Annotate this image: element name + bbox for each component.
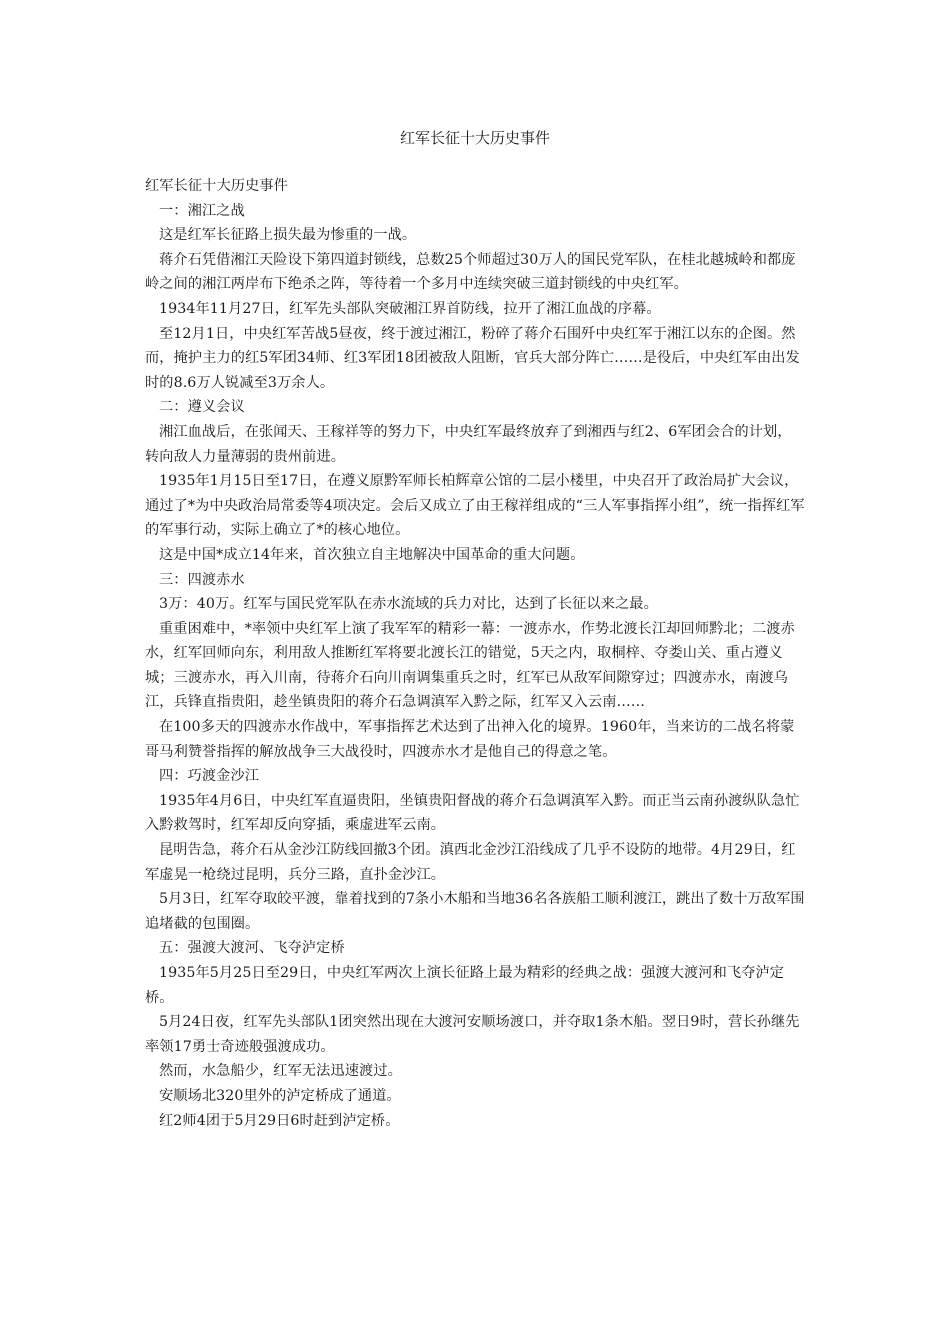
- paragraph: 重重困难中，*率领中央红军上演了我军军的精彩一幕：一渡赤水，作势北渡长江却回师黔北；二渡赤水，红军回师向东，利用敌人推断红军将要北渡长江的错觉，5天之内，取桐梓、夺娄山关、重占遵义城；三渡赤水，再入川南，待蒋介石向川南调集重兵之时，红军已从敌军间隙穿过；四渡赤水，南渡乌江，兵锋直指贵阳，趁坐镇贵阳的蒋介石急调滇军入黔之际，红军又入云南……: [145, 620, 795, 711]
- document-body: [145, 174, 805, 1133]
- paragraph: 1935年4月6日，中央红军直逼贵阳，坐镇贵阳督战的蒋介石急调滇军入黔。而正当云南孙渡纵队急忙入黔救驾时，红军却反向穿插，乘虚进军云南。: [145, 792, 800, 834]
- paragraph: 5月3日，红军夺取皎平渡，靠着找到的7条小木船和当地36名各族船工顺利渡江，跳出了数十万敌军围追堵截的包围圈。: [145, 891, 805, 932]
- paragraph: 至12月1日，中央红军苦战5昼夜，终于渡过湘江，粉碎了蒋介石围歼中央红军于湘江以东的企图。然而，掩护主力的红5军团34师、红3军团18团被敌人阻断，官兵大部分阵亡……是役后，中央红军由出发时的8.6万人锐减至3万余人。: [145, 325, 800, 391]
- paragraph: 湘江血战后，在张闻天、王稼祥等的努力下，中央红军最终放弃了到湘西与红2、6军团会合的计划，转向敌人力量薄弱的贵州前进。: [145, 423, 792, 465]
- paragraph: 二：遵义会议: [159, 399, 245, 416]
- paragraph: 五：强渡大渡河、飞夺泸定桥: [159, 940, 345, 957]
- paragraph: 红2师4团于5月29日6时赶到泸定桥。: [159, 1112, 400, 1129]
- paragraph: 然而，水急船少，红军无法迅速渡过。: [159, 1063, 402, 1080]
- document-title: 红军长征十大历史事件: [399, 129, 550, 147]
- paragraph: 5月24日夜，红军先头部队1团突然出现在大渡河安顺场渡口，并夺取1条木船。翌日9时，营长孙继先率领17勇士奇迹般强渡成功。: [145, 1014, 800, 1055]
- paragraph: 三：四渡赤水: [159, 571, 245, 588]
- paragraph: 3万：40万。红军与国民党军队在赤水流域的兵力对比，达到了长征以来之最。: [159, 596, 658, 613]
- paragraph: 1935年5月25日至29日，中央红军两次上演长征路上最为精彩的经典之战：强渡大渡河和飞夺泸定桥。: [145, 965, 785, 1006]
- paragraph: 四：巧渡金沙江: [159, 768, 260, 785]
- paragraph: 在100多天的四渡赤水作战中，军事指挥艺术达到了出神入化的境界。1960年，当来访的二战名将蒙哥马利赞誉指挥的解放战争三大战役时，四渡赤水才是他自己的得意之笔。: [145, 719, 795, 760]
- paragraph: 1934年11月27日，红军先头部队突破湘江界首防线，拉开了湘江血战的序幕。: [159, 300, 661, 317]
- paragraph: 红军长征十大历史事件: [145, 178, 288, 194]
- paragraph: 一：湘江之战: [159, 202, 245, 219]
- paragraph: 这是中国*成立14年来，首次独立自主地解决中国革命的重大问题。: [159, 546, 585, 563]
- paragraph: 1935年1月15日至17日，在遵义原黔军师长柏辉章公馆的二层小楼里，中央召开了政治局扩大会议，通过了*为中央政治局常委等4项决定。会后又成立了由王稼祥组成的“三人军事指挥小组”，统一指挥红军的军事行动，实际上确立了*的核心地位。: [145, 473, 805, 539]
- paragraph: 安顺场北320里外的泸定桥成了通道。: [159, 1087, 401, 1104]
- paragraph: 这是红军长征路上损失最为惨重的一战。: [159, 227, 417, 244]
- paragraph: 蒋介石凭借湘江天险设下第四道封锁线，总数25个师超过30万人的国民党军队，在桂北越城岭和都庞岭之间的湘江两岸布下绝杀之阵，等待着一个多月中连续突破三道封锁线的中央红军。: [145, 251, 796, 293]
- paragraph: 昆明告急，蒋介石从金沙江防线回撤3个团。滇西北金沙江沿线成了几乎不设防的地带。4月29日，红军虚晃一枪绕过昆明，兵分三路，直扑金沙江。: [145, 842, 796, 883]
